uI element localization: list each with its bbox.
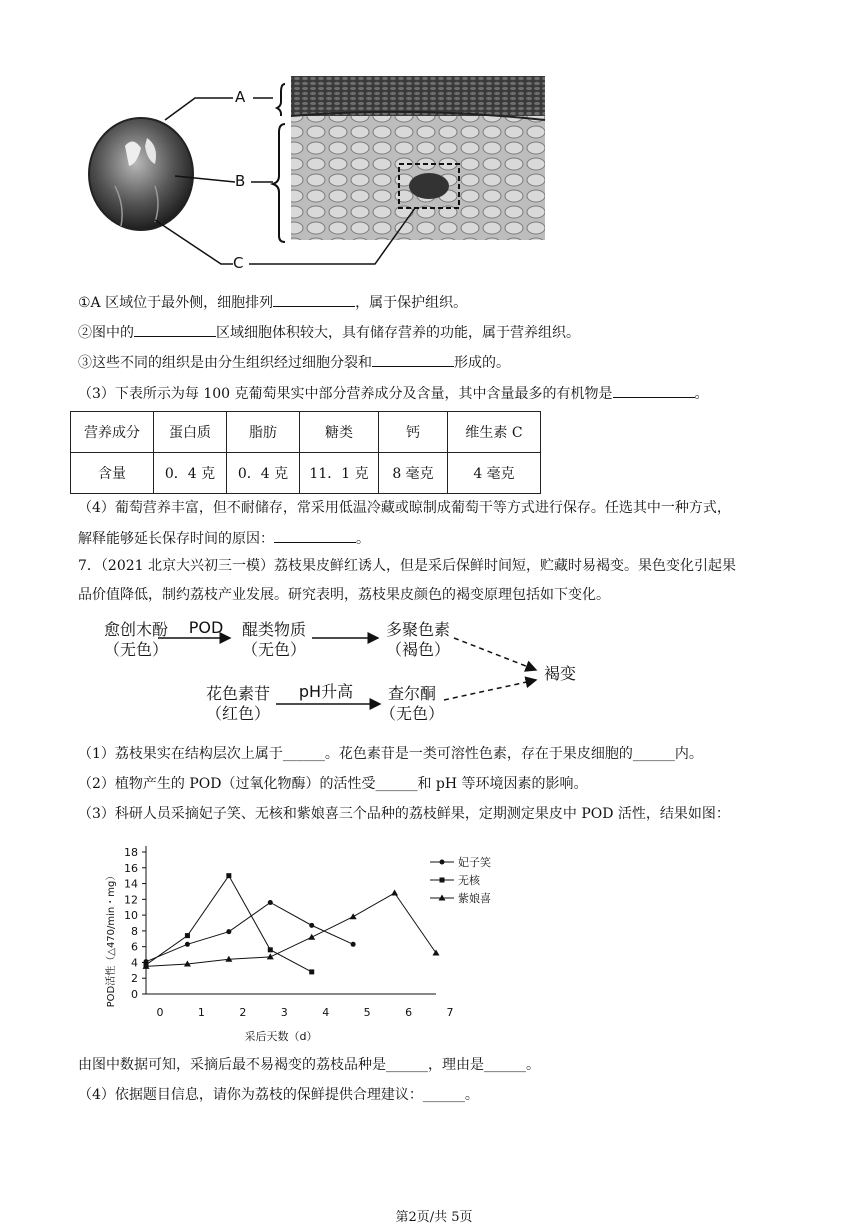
data-point	[226, 929, 231, 934]
flow-node-quinone	[234, 620, 314, 660]
label-a: A	[235, 88, 246, 106]
data-point	[351, 942, 356, 947]
question-4-line-1: （4）葡萄营养丰富，但不耐储存，常采用低温冷藏或晾制成葡萄干等方式进行保存。任选其中一种方式，	[78, 500, 731, 516]
answer-blank	[274, 528, 356, 543]
data-point	[350, 913, 357, 919]
x-axis-label: 采后天数（d）	[244, 1030, 318, 1043]
q7-sub-3: （3）科研人员采摘妃子笑、无核和紫娘喜三个品种的荔枝鲜果，定期测定果皮中 POD 活性，结果如图：	[78, 806, 730, 822]
answer-blank	[372, 352, 454, 367]
y-tick-label: 4	[131, 956, 138, 970]
node-sub: （红色）	[205, 704, 270, 723]
q3-text: （3）下表所示为每 100 克葡萄果实中部分营养成分及含量，其中含量最多的有机物是	[78, 386, 613, 402]
answer-blank	[273, 292, 355, 307]
table-cell: 0．4 克	[154, 453, 227, 494]
question-part-1	[78, 292, 467, 312]
series-line-3	[146, 893, 436, 966]
label-c: C	[233, 254, 244, 272]
q7-sub-4: （4）依据题目信息，请你为荔枝的保鲜提供合理建议：______。	[78, 1087, 479, 1103]
data-point	[268, 900, 273, 905]
x-tick-label: 0	[156, 1006, 164, 1019]
flow-node-polymer-pigment	[380, 620, 456, 660]
y-tick-label: 10	[124, 909, 138, 923]
data-point	[391, 890, 398, 896]
table-cell: 11．1 克	[300, 453, 379, 494]
data-point	[309, 969, 314, 974]
data-point	[308, 934, 315, 940]
table-cell: 4 毫克	[448, 453, 541, 494]
table-cell: 含量	[71, 453, 154, 494]
y-tick-label: 18	[124, 846, 138, 859]
node-sub: （无色）	[241, 640, 306, 659]
pod-activity-chart	[100, 840, 520, 1060]
x-tick-label: 6	[405, 1006, 413, 1019]
flow-arrow-label-pod: POD	[188, 618, 224, 637]
y-axis-label: POD活性（△470/min・mg）	[106, 870, 117, 1008]
page-footer: 第2页/共 5页	[395, 1210, 473, 1225]
nutrition-table	[70, 411, 541, 494]
legend-label: 妃子笑	[458, 856, 491, 869]
question-4-line-2	[78, 528, 370, 548]
y-tick-label: 12	[124, 893, 138, 907]
node-label: 花色素苷	[205, 684, 270, 703]
data-point	[268, 947, 273, 952]
flow-node-chalcone	[380, 684, 444, 724]
y-tick-label: 0	[131, 988, 138, 1001]
table-header-cell: 营养成分	[71, 412, 154, 453]
table-header-cell: 脂肪	[227, 412, 300, 453]
node-sub: （无色）	[380, 704, 445, 723]
data-point	[309, 923, 314, 928]
data-point	[185, 942, 190, 947]
chart-svg	[100, 840, 520, 1060]
question-3	[78, 383, 709, 403]
x-tick-label: 1	[197, 1006, 205, 1019]
x-tick-label: 4	[322, 1006, 330, 1019]
part-2-text: ②图中的	[78, 325, 134, 341]
q7-sub-2: （2）植物产生的 POD（过氧化物酶）的活性受______和 pH 等环境因素的影响。	[78, 776, 588, 792]
question-7-line-2: 品价值降低，制约荔枝产业发展。研究表明，荔枝果皮颜色的褐变原理包括如下变化。	[78, 587, 610, 603]
question-part-3	[78, 352, 510, 372]
part-3-end: 形成的。	[454, 355, 510, 371]
table-row	[71, 453, 541, 494]
y-tick-label: 8	[131, 924, 138, 938]
question-7-line-1: 7．（2021 北京大兴初三一模）荔枝果皮鲜红诱人，但是采后保鲜时间短，贮藏时易褐变。果色变化引起果	[78, 558, 736, 574]
node-label: 愈创木酚	[103, 620, 168, 639]
tissue-illustration	[85, 76, 555, 276]
node-sub: （褐色）	[385, 640, 450, 659]
question-part-2	[78, 322, 580, 342]
flow-node-browning: 褐变	[543, 664, 576, 683]
legend-label: 无核	[458, 874, 480, 887]
data-point	[267, 953, 274, 959]
table-header-cell: 钙	[379, 412, 448, 453]
after-chart-question: 由图中数据可知，采摘后最不易褐变的荔枝品种是______，理由是______。	[78, 1057, 540, 1073]
part-3-text: ③这些不同的组织是由分生组织经过细胞分裂和	[78, 355, 372, 371]
q7-sub-1: （1）荔枝果实在结构层次上属于______。花色素苷是一类可溶性色素，存在于果皮细胞的______内。	[78, 746, 703, 762]
data-point	[226, 873, 231, 878]
table-header-cell: 蛋白质	[154, 412, 227, 453]
y-tick-label: 14	[124, 877, 138, 891]
answer-blank	[613, 383, 695, 398]
y-tick-label: 2	[131, 972, 138, 986]
legend-label: 紫娘喜	[458, 892, 491, 905]
table-cell: 8 毫克	[379, 453, 448, 494]
tissue-figure	[85, 76, 555, 276]
flow-arrow-label-ph: pH升高	[298, 682, 354, 701]
q3-end: 。	[694, 386, 709, 402]
part-1-end: ，属于保护组织。	[355, 295, 468, 311]
x-tick-label: 7	[446, 1006, 454, 1019]
x-tick-label: 5	[363, 1006, 371, 1019]
x-tick-label: 2	[239, 1006, 247, 1019]
legend-marker	[440, 878, 445, 883]
legend-marker	[440, 860, 445, 865]
table-cell: 0．4 克	[227, 453, 300, 494]
y-tick-label: 6	[131, 940, 138, 954]
answer-blank	[134, 322, 216, 337]
browning-flow-diagram	[90, 614, 630, 726]
table-header-cell: 糖类	[300, 412, 379, 453]
part-2-end: 区域细胞体积较大，具有储存营养的功能，属于营养组织。	[216, 325, 580, 341]
y-tick-label: 16	[124, 861, 138, 875]
flow-node-guaiacol	[98, 620, 174, 660]
node-sub: （无色）	[103, 640, 168, 659]
label-b: B	[235, 172, 246, 190]
part-1-text: ①A 区域位于最外侧，细胞排列	[78, 295, 274, 311]
node-label: 查尔酮	[387, 684, 436, 703]
flow-node-anthocyanin	[200, 684, 276, 724]
data-point	[185, 933, 190, 938]
data-point	[433, 949, 440, 955]
node-label: 多聚色素	[385, 620, 450, 639]
table-header-cell: 维生素 C	[448, 412, 541, 453]
x-tick-label: 3	[280, 1006, 288, 1019]
node-label: 醌类物质	[241, 620, 306, 639]
q4-text: 解释能够延长保存时间的原因：	[78, 531, 274, 547]
table-header-row	[71, 412, 541, 453]
q4-end: 。	[356, 531, 370, 547]
